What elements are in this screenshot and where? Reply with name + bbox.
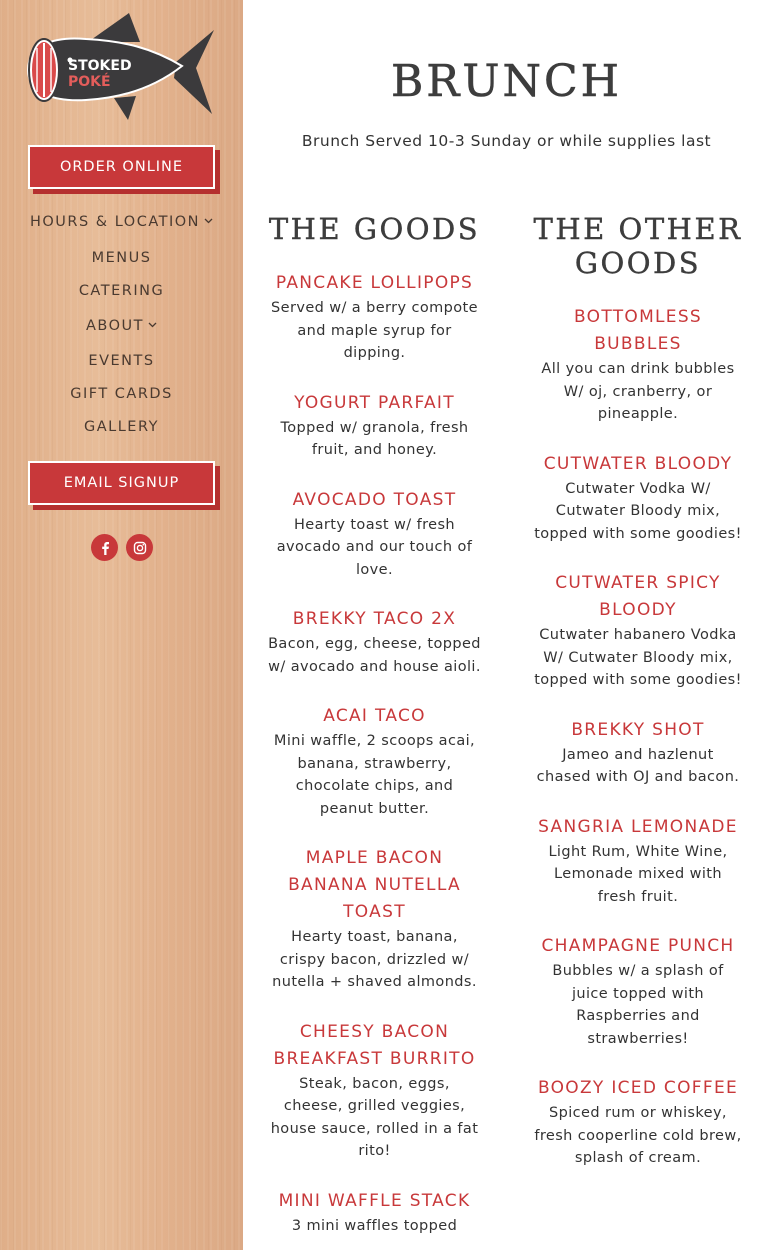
sidebar xyxy=(0,0,243,1250)
stoked-poke-logo[interactable] xyxy=(26,12,218,124)
menu-item-description: All you can drink bubbles W/ oj, cranberry, or pineapple. xyxy=(541,361,735,422)
menu-item-name: ACAI TACO xyxy=(323,706,426,726)
menu-item-name: CHAMPAGNE PUNCH xyxy=(541,936,735,956)
nav-hours-location[interactable] xyxy=(0,214,243,230)
menu-item xyxy=(533,304,743,426)
page-title: BRUNCH xyxy=(390,56,623,107)
menu-item-description: Mini waffle, 2 scoops acai, banana, strawberry, chocolate chips, and peanut butter. xyxy=(273,733,476,817)
nav-about[interactable] xyxy=(0,318,243,334)
menu-item-description: Bacon, egg, cheese, topped w/ avocado and house aioli. xyxy=(268,636,481,675)
menu-item xyxy=(533,570,743,692)
menu-item-description: Steak, bacon, eggs, cheese, grilled veggies, house sauce, rolled in a fat rito! xyxy=(270,1075,479,1159)
menu-item-description: Cutwater habanero Vodka W/ Cutwater Bloody mix, topped with some goodies! xyxy=(534,627,742,688)
nav-gallery[interactable]: GALLERY xyxy=(84,419,159,435)
menu-item-name: MAPLE BACON BANANA NUTELLA TOAST xyxy=(288,848,461,922)
menu-item xyxy=(268,1188,481,1238)
menu-item-description: Hearty toast w/ fresh avocado and our touch of love. xyxy=(276,516,473,578)
menu-item-name: YOGURT PARFAIT xyxy=(294,392,455,413)
menu-column-the-goods xyxy=(268,212,481,1250)
chevron-down-icon xyxy=(148,320,157,331)
menu-item-name: BREKKY TACO 2X xyxy=(292,609,457,629)
menu-item-name: CUTWATER BLOODY xyxy=(543,453,733,474)
nav-menus[interactable]: MENUS xyxy=(91,250,152,266)
menu-item-description: Jameo and hazlenut chased with OJ and bacon. xyxy=(536,746,740,785)
menu-item-name: PANCAKE LOLLIPOPS xyxy=(275,273,474,293)
menu-item xyxy=(268,487,481,582)
nav-hours-location-label: HOURS & LOCATION xyxy=(29,214,201,230)
page-subtitle: Brunch Served 10-3 Sunday or while supplies last xyxy=(301,132,712,150)
menu-item-name: BOTTOMLESS BUBBLES xyxy=(573,307,703,354)
facebook-icon xyxy=(99,541,111,555)
menu-item-description: Bubbles w/ a splash of juice topped with Raspberries and strawberries! xyxy=(552,963,724,1047)
menu-item xyxy=(268,606,481,678)
nav-catering[interactable]: CATERING xyxy=(78,283,165,299)
menu-item-description: Topped w/ granola, fresh fruit, and honey. xyxy=(280,419,469,458)
chevron-down-icon xyxy=(204,216,213,227)
nav-about-label: ABOUT xyxy=(86,318,144,334)
menu-item-description: 3 mini waffles topped xyxy=(291,1217,458,1234)
menu-item xyxy=(533,814,743,909)
menu-item xyxy=(268,390,481,462)
column-title: THE GOODS xyxy=(268,212,481,246)
menu-item xyxy=(533,717,743,789)
menu-item-name: SANGRIA LEMONADE xyxy=(538,816,738,837)
email-signup-button[interactable]: EMAIL SIGNUP xyxy=(28,461,215,505)
menu-item-description: Hearty toast, banana, crispy bacon, drizzled w/ nutella + shaved almonds. xyxy=(272,929,477,990)
menu-item xyxy=(533,1075,743,1170)
menu-item-name: CUTWATER SPICY BLOODY xyxy=(555,573,721,620)
menu-item-name: AVOCADO TOAST xyxy=(292,489,457,510)
menu-item-name: CHEESY BACON BREAKFAST BURRITO xyxy=(273,1021,476,1069)
instagram-icon xyxy=(133,541,147,555)
column-title: THE OTHER GOODS xyxy=(533,212,743,280)
nav-events[interactable]: EVENTS xyxy=(88,353,155,369)
menu-item xyxy=(533,933,743,1050)
menu-item-description: Spiced rum or whiskey, fresh cooperline cold brew, splash of cream. xyxy=(534,1105,742,1166)
menu-item-name: BREKKY SHOT xyxy=(571,719,705,740)
menu-item xyxy=(268,703,481,820)
instagram-link[interactable] xyxy=(126,534,153,561)
menu-item-description: Served w/ a berry compote and maple syrup for dipping. xyxy=(271,300,478,361)
menu-item-name: BOOZY ICED COFFEE xyxy=(537,1078,739,1098)
menu-item xyxy=(533,451,743,546)
menu-item-description: Cutwater Vodka W/ Cutwater Bloody mix, topped with some goodies! xyxy=(534,480,742,542)
menu-item-description: Light Rum, White Wine, Lemonade mixed with fresh fruit. xyxy=(548,843,728,905)
menu-item xyxy=(268,845,481,994)
menu-item xyxy=(268,1019,481,1163)
facebook-link[interactable] xyxy=(91,534,118,561)
menu-item-name: MINI WAFFLE STACK xyxy=(278,1190,471,1211)
order-online-button[interactable]: ORDER ONLINE xyxy=(28,145,215,189)
logo-wordmark-line1: STOKED xyxy=(68,58,132,74)
menu-column-the-other-goods xyxy=(533,212,743,1195)
menu-item xyxy=(268,270,481,365)
logo-wordmark-line2: POKÉ xyxy=(68,74,111,90)
nav-gift-cards[interactable]: GIFT CARDS xyxy=(70,386,173,402)
